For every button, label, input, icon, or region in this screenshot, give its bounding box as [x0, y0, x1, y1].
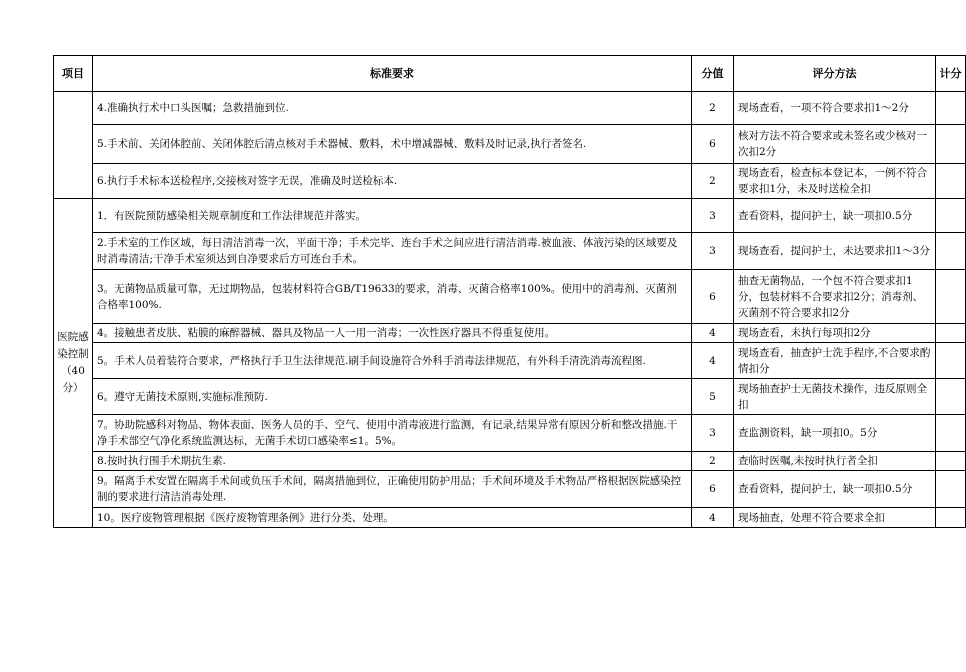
method-cell: 抽查无菌物品，一个包不符合要求扣1分，包装材料不合要求扣2分；消毒剂、灭菌剂不符合要求扣2分 — [734, 270, 936, 324]
table-row — [54, 379, 966, 415]
score-cell: 4 — [692, 343, 734, 379]
header-method: 评分方法 — [734, 56, 936, 92]
scoring-table — [53, 55, 966, 528]
header-score: 分值 — [692, 56, 734, 92]
header-row — [54, 56, 966, 92]
method-cell: 现场抽查，处理不符合要求全扣 — [734, 508, 936, 528]
table-row — [54, 270, 966, 324]
requirement-cell: 6。遵守无菌技术原则,实施标准预防. — [93, 379, 692, 415]
score-cell: 6 — [692, 471, 734, 508]
project-cell-continued — [54, 92, 93, 199]
score-cell: 4 — [692, 324, 734, 343]
method-cell: 现场查看，检查标本登记本，一例不符合要求扣1分，未及时送检全扣 — [734, 164, 936, 199]
table-row — [54, 324, 966, 343]
requirement-cell: 8.按时执行围手术期抗生素. — [93, 452, 692, 471]
method-cell: 查监测资料，缺一项扣0。5分 — [734, 415, 936, 452]
header-standard: 标准要求 — [93, 56, 692, 92]
requirement-cell: 6.执行手术标本送检程序,交接核对签字无误，准确及时送检标本. — [93, 164, 692, 199]
table-row — [54, 92, 966, 125]
requirement-cell: 5。手术人员着装符合要求，严格执行手卫生法律规范.刷手间设施符合外科手消毒法律规范，有外科手清洗消毒流程图. — [93, 343, 692, 379]
requirement-cell: 9。隔离手术安置在隔离手术间或负压手术间，隔离措施到位，正确使用防护用品；手术间环境及手术物品严格根据医院感染控制的要求进行清洁消毒处理. — [93, 471, 692, 508]
requirement-cell: 3。无菌物品质量可靠，无过期物品，包装材料符合GB/T19633的要求，消毒、灭菌合格率100%。使用中的消毒剂、灭菌剂合格率100%. — [93, 270, 692, 324]
score-cell: 3 — [692, 199, 734, 233]
count-cell — [936, 324, 966, 343]
count-cell — [936, 233, 966, 270]
table-row — [54, 125, 966, 164]
requirement-cell: 5.手术前、关闭体腔前、关闭体腔后清点核对手术器械、敷料，术中增减器械、敷料及时记录,执行者签名. — [93, 125, 692, 164]
table-row — [54, 415, 966, 452]
count-cell — [936, 270, 966, 324]
count-cell — [936, 92, 966, 125]
score-cell: 4 — [692, 508, 734, 528]
table-row — [54, 164, 966, 199]
score-cell: 6 — [692, 125, 734, 164]
score-cell: 6 — [692, 270, 734, 324]
score-cell: 3 — [692, 233, 734, 270]
count-cell — [936, 452, 966, 471]
count-cell — [936, 471, 966, 508]
header-project: 项目 — [54, 56, 93, 92]
score-cell: 2 — [692, 92, 734, 125]
table-row — [54, 199, 966, 233]
score-cell: 2 — [692, 164, 734, 199]
method-cell: 查临时医嘱,未按时执行者全扣 — [734, 452, 936, 471]
method-cell: 核对方法不符合要求或未签名或少核对一次扣2分 — [734, 125, 936, 164]
requirement-cell: 1．有医院预防感染相关规章制度和工作法律规范并落实。 — [93, 199, 692, 233]
count-cell — [936, 343, 966, 379]
count-cell — [936, 164, 966, 199]
count-cell — [936, 415, 966, 452]
requirement-cell: 7。协助院感科对物品、物体表面、医务人员的手、空气、使用中消毒液进行监测，有记录,结果异常有原因分析和整改措施.干净手术部空气净化系统监测达标，无菌手术切口感染率≤1。5%。 — [93, 415, 692, 452]
method-cell: 现场查看，抽查护士洗手程序,不合要求酌情扣分 — [734, 343, 936, 379]
method-cell: 现场查看，提问护士，未达要求扣1～3分 — [734, 233, 936, 270]
count-cell — [936, 125, 966, 164]
requirement-cell: 4.准确执行术中口头医嘱；急救措施到位. — [93, 92, 692, 125]
requirement-cell: 2.手术室的工作区域，每日清洁消毒一次，平面干净；手术完毕、连台手术之间应进行清洁消毒.被血液、体液污染的区域要及时消毒清洁;干净手术室须达到自净要求后方可连台手术。 — [93, 233, 692, 270]
count-cell — [936, 379, 966, 415]
method-cell: 现场查看，一项不符合要求扣1～2分 — [734, 92, 936, 125]
method-cell: 查看资料，提问护士，缺一项扣0.5分 — [734, 199, 936, 233]
score-cell: 5 — [692, 379, 734, 415]
score-cell: 2 — [692, 452, 734, 471]
table-row — [54, 233, 966, 270]
project-cell-infection-control: 医院感染控制（40分） — [54, 199, 93, 528]
table-row — [54, 343, 966, 379]
count-cell — [936, 508, 966, 528]
table-row — [54, 452, 966, 471]
table-row — [54, 471, 966, 508]
method-cell: 现场抽查护士无菌技术操作，违反原则全扣 — [734, 379, 936, 415]
header-count: 计分 — [936, 56, 966, 92]
method-cell: 现场查看，未执行每项扣2分 — [734, 324, 936, 343]
score-cell: 3 — [692, 415, 734, 452]
requirement-cell: 10。医疗废物管理根据《医疗废物管理条例》进行分类、处理。 — [93, 508, 692, 528]
count-cell — [936, 199, 966, 233]
table-row — [54, 508, 966, 528]
requirement-cell: 4。接触患者皮肤、粘膜的麻醉器械、器具及物品一人一用一消毒；一次性医疗器具不得重复使用。 — [93, 324, 692, 343]
method-cell: 查看资料，提问护士，缺一项扣0.5分 — [734, 471, 936, 508]
